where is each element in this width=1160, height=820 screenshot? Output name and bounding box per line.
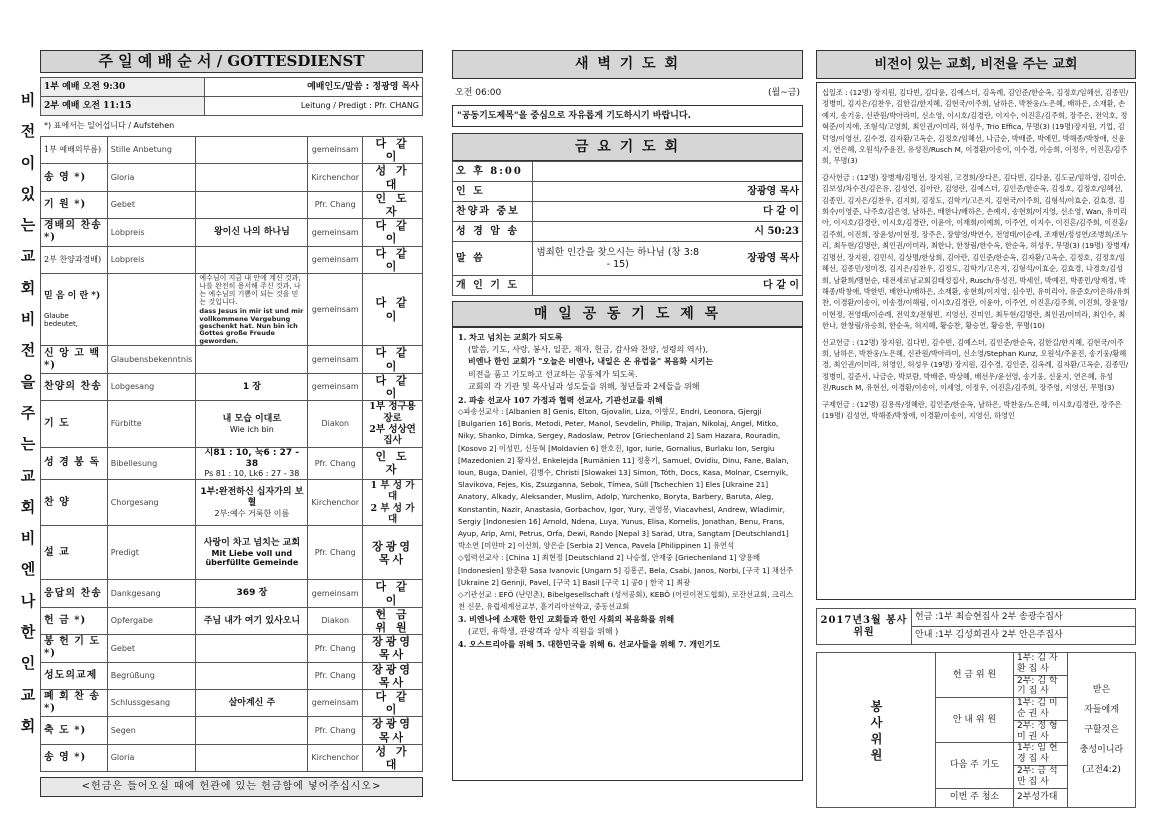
item-leader: 헌 금 위 원 [375, 607, 410, 635]
prayer-item-4: 4. 오스트리아를 위해 5. 대한민국을 위해 6. 선교사들을 위해 7. 개인기도 [458, 639, 721, 650]
item-name-ko [41, 246, 108, 273]
item-name-de [107, 346, 196, 373]
prayer-item-1a: (말씀, 기도, 사랑, 봉사, 일꾼, 재자, 헌금, 감사와 찬양, 성령의 역사), [468, 344, 709, 354]
cleaning-team: 2부성가대 [1014, 788, 1068, 807]
worship-row [41, 580, 423, 607]
banner-char: 한 [20, 623, 36, 642]
item-content-sub: Mit Liebe voll und überfüllte Gemeinde [205, 548, 299, 568]
item-content: 1부:완전하신 십자가의 보혈 [200, 487, 304, 508]
prayer-item-1d: 교회의 각 기관 및 목사님과 성도들을 위해, 청년들과 2세들을 위해 [468, 382, 700, 391]
item-leader-2: 2 부 성 가 대 [370, 502, 415, 526]
next-prayer-1: 1부: 임 현 경 집 사 [1014, 743, 1068, 766]
item-leader: 다 같 이 [375, 219, 410, 246]
item-name-text: 송 영 *) [44, 751, 87, 763]
banner-char: 교 [20, 466, 36, 485]
banner-char: 비 [20, 529, 36, 548]
item-content-cell [196, 191, 308, 218]
item-name-de [107, 689, 196, 716]
banner-char: 비 [20, 310, 36, 329]
banner-char: 는 [20, 216, 36, 235]
item-name-text: 신 앙 고 백 *) [44, 347, 101, 371]
worship-title: 주 일 예 배 순 서 / GOTTESDIENST [40, 50, 423, 73]
item-leader-cell [363, 447, 423, 479]
item-name-de-text: Gebet [110, 200, 135, 210]
item-who: Pfr. Chang [308, 635, 363, 662]
item-name-ko [41, 662, 108, 689]
item-leader: 다 같 이 [375, 580, 410, 607]
item-name-de [107, 191, 196, 218]
relief-offering-list: 구제헌금 : (12명) 김용록/정혜란, 김인준/한순옥, 남하은, 박찬웅/노은혜, 이시호/김경란, 장주은 (19명) 김성연, 박해종/박창애, 이경환/이송이, 지영신, 하영인 [822, 399, 1122, 420]
service-usher-row: 안내 :1부 김성희권사 2부 안은주집사 [912, 627, 1136, 645]
item-content-sub: Wie ich bin [229, 424, 274, 434]
item-name-de-text: Fürbitte [110, 419, 142, 429]
friday-label: 말 씀 [453, 242, 533, 276]
item-name-ko [41, 346, 108, 373]
friday-label: 오 후 8:00 [453, 162, 533, 182]
item-leader-cell [363, 273, 423, 346]
dawn-note: "공동기도제목"을 중심으로 자유롭게 기도하시기 바랍니다. [452, 105, 803, 127]
item-content-cell [196, 580, 308, 607]
prayer-column [452, 50, 803, 781]
item-leader: 다 같 이 [375, 296, 410, 323]
banner-char: 교 [20, 247, 36, 266]
item-leader-1: 1 부 성 가 대 [370, 479, 415, 503]
quote-line-3: 구할것은 [1084, 724, 1119, 735]
thanks-offering-list: 감사헌금 : (12명) 장병재/김명선, 장지원, 고경희/장다은, 김다빈, 김다윤, 김도균/임하영, 김미순, 김보성/차수진/김은유, 김성연, 김아란, 김영란, 김예스더, 김인준/한순옥, 김정호, 김정호/임혜선, 김종민, 김지은/김찬우, 김지희, 김정도, 김학기/고은지, 김현국/이주희, 김형석/이효순, 김효경, 김희수/이영준, 나주호/김은영, 남하은, 배한나/배하은, 손예지, 송현희/이지영, 신소영, Wan, 유미리아, 이시호/김경란, 이시호/김경란, 이윤아, 이재희/이예희, 이주연, 이지수, 이진흔/김주희, 이진훈/김주희, 이진희, 장윤성/이현정, 장주은, 장향영/박연수, 전영태/이순례, 조재현/정성연/조병희/조누리, 최두현/김명란, 최인권/이미라, 최한나, 한창림/한수옥, 한순옥, 허성우, 무명(3) (19명) 장병재/김명선, 장지원, 김민식, 김상명/한상희, 김아란, 김인준/한순옥, 김자환/고옥순, 김정호, 김정호/임혜선, 김종민/정미경, 김지은/김찬우, 김정도, 김학기/고은지, 김형석/이효순, 김효경, 나경호/김성희, 남환희/맹현순, 대전세로남교회김태성집사, Rusch/유성진, 박세인, 박예진, 박종민/양재경, 박해종/박창애, 박한빈, 배한나/배하은, 소재환, 송현희/이지영, 심수빈, 유미리아, 유준호/이은하/유희찬, 이경환/이송이, 이송경/이해림, 이시호/김경란, 이윤아, 이주연, 이진흔/김주희, 이진희, 장윤영/이현정, 전영태/이순례, 전익호/전형빈, 지영선, 진미인, 최두현/김명란, 최인권/이미라, 최인수, 최한나, 한창림/유승희, 한순옥, 허지혜, 황승찬, 황승연, 황승찬, 무명(10) [822, 172, 1130, 331]
item-content: 왕이신 나의 하나님 [213, 226, 290, 237]
item-who: gemeinsam [308, 346, 363, 373]
item-name-ko [41, 447, 108, 479]
item-leader-cell [363, 346, 423, 373]
item-name-ko [41, 717, 108, 744]
friday-row [453, 222, 803, 242]
prayer-body [452, 327, 803, 781]
item-content: 1 장 [242, 381, 261, 392]
item-content: 사랑이 차고 넘치는 교회 [203, 537, 301, 548]
item-content-cell [196, 526, 308, 580]
item-leader: 장광영목사 [372, 635, 413, 662]
item-content-sub: Ps 81 : 10, Lk6 : 27 - 38 [204, 469, 300, 479]
item-who: Pfr. Chang [308, 526, 363, 580]
item-name-de-text: Bibellesung [110, 458, 158, 468]
item-who: Kirchenchor [308, 164, 363, 191]
worship-row [41, 219, 423, 246]
standing-note: *) 표에서는 일어섭니다 / Aufstehen [44, 121, 175, 130]
friday-row [453, 162, 803, 182]
item-name-de [107, 137, 196, 164]
item-content-cell [196, 373, 308, 400]
item-name-ko [41, 607, 108, 634]
item-leader: 성 가 대 [375, 744, 410, 771]
worship-row [41, 479, 423, 526]
item-content-sub: 2부:예수 거룩한 이름 [214, 508, 290, 518]
prayer-item-1: 1. 차고 넘치는 교회가 되도록 [458, 332, 563, 342]
item-name-de [107, 526, 196, 580]
item-name-de-text: Predigt [110, 548, 139, 558]
item-name-ko [41, 744, 108, 771]
item-leader-cell [363, 526, 423, 580]
worship-order-column [40, 50, 423, 797]
item-leader-cell [363, 191, 423, 218]
item-who: gemeinsam [308, 689, 363, 716]
worship-row [41, 635, 423, 662]
friday-leader: 장광영 목사 [703, 242, 803, 276]
item-content: 살아계신 주 [228, 697, 276, 708]
friday-leader: 장광영 목사 [703, 182, 803, 202]
monthly-service-table [816, 608, 1136, 645]
item-name-de [107, 273, 196, 346]
banner-char: 있 [20, 184, 36, 203]
item-name-de [107, 401, 196, 448]
offering-footer-note: <헌금은 들어오실 때에 헌관에 있는 헌금함에 넣어주십시오> [40, 777, 423, 797]
item-content-cell [196, 164, 308, 191]
worship-row [41, 164, 423, 191]
prayer-title: 매 일 공 동 기 도 제 목 [452, 301, 803, 327]
service-leader-de: Leitung / Predigt : Pfr. CHANG [205, 97, 423, 116]
item-content-cell [196, 635, 308, 662]
item-leader: 다 같 이 [375, 246, 410, 273]
banner-char: 회 [20, 278, 36, 297]
next-prayer-2: 2부: 금 석 만 집 사 [1014, 765, 1068, 788]
item-content-cell [196, 689, 308, 716]
item-content-cell [196, 447, 308, 479]
item-leader-cell [363, 580, 423, 607]
item-who: gemeinsam [308, 580, 363, 607]
item-who: gemeinsam [308, 246, 363, 273]
item-name-text: 경배의 찬송 *) [44, 220, 102, 244]
item-name-text: 축 도 *) [44, 724, 87, 736]
item-name-text: 2부 찬양과경배) [44, 254, 102, 264]
friday-leader: 시 50:23 [703, 222, 803, 242]
item-name-de-text: Begrüßung [110, 670, 155, 680]
item-name-de [107, 447, 196, 479]
item-who: Pfr. Chang [308, 447, 363, 479]
usher-committee-label: 안 내 위 원 [936, 698, 1014, 743]
friday-row [453, 182, 803, 202]
dawn-title: 새 벽 기 도 회 [452, 50, 803, 79]
friday-content [533, 202, 703, 222]
item-name-ko [41, 479, 108, 526]
friday-row [453, 276, 803, 296]
offering-lists [816, 82, 1136, 600]
item-leader: 다 같 이 [375, 137, 410, 164]
banner-char: 는 [20, 435, 36, 454]
usher-committee-2: 2부: 정 형 미 권 사 [1014, 720, 1068, 743]
cleaning-label: 이번 주 청소 [936, 788, 1014, 807]
friday-label: 성 경 암 송 [453, 222, 533, 242]
item-name-de [107, 607, 196, 634]
vision-column [816, 50, 1136, 808]
faith-statement-de: dass Jesus in mir ist und mir vollkommene Vergebung geschenkt hat. Nun bin ich Gottes große Freude geworden. [199, 307, 304, 345]
item-leader-2: 2부 성상연집사 [369, 423, 416, 447]
item-content-cell [196, 662, 308, 689]
item-who: Diakon [308, 401, 363, 448]
item-name-text: 성도의교제 [44, 669, 98, 681]
friday-label: 개 인 기 도 [453, 276, 533, 296]
worship-row [41, 717, 423, 744]
item-leader-cell [363, 744, 423, 771]
item-name-ko [41, 273, 108, 346]
friday-content [533, 222, 703, 242]
item-content: 주님 내가 여기 있사오니 [203, 615, 301, 626]
item-leader: 장광영목사 [372, 539, 413, 566]
friday-table [452, 161, 803, 296]
banner-char: 회 [20, 497, 36, 516]
item-leader: 다 같 이 [375, 689, 410, 717]
worship-order-table [40, 136, 423, 772]
item-name-de-text: Gloria [110, 172, 135, 182]
item-name-de-text: Gloria [110, 753, 135, 763]
item-content-cell [196, 479, 308, 526]
item-name-ko [41, 137, 108, 164]
banner-char: 비 [20, 91, 36, 109]
item-name-de-text: Lobpreis [110, 254, 145, 264]
item-name-text: 찬양의 찬송 [44, 380, 102, 392]
item-content-cell [196, 219, 308, 246]
friday-content: 범죄한 인간을 찾으시는 하나님 (창 3:8 - 15) [533, 242, 703, 276]
dawn-days: (월~금) [768, 87, 800, 98]
dawn-time: 오전 06:00 [455, 87, 502, 98]
item-name-ko [41, 526, 108, 580]
item-name-text: 믿 음 이 란 *) [44, 290, 101, 301]
service-leader: 예배인도/말씀 : 정광영 목사 [205, 78, 423, 97]
item-who: Pfr. Chang [308, 717, 363, 744]
next-prayer-label: 다음 주 기도 [936, 743, 1014, 788]
item-name-de-text: Lobpreis [110, 227, 145, 237]
item-name-de-text: Schlussgesang [110, 698, 171, 708]
quote-source: (고전4:2) [1082, 764, 1121, 775]
item-content-cell [196, 246, 308, 273]
item-content: 내 모습 이대로 [222, 413, 282, 424]
item-name-text: 송 영 *) [44, 171, 87, 183]
worship-row [41, 662, 423, 689]
item-name-de-text: Stille Anbetung [110, 145, 172, 155]
item-leader: 인 도 자 [375, 191, 410, 218]
worship-row [41, 744, 423, 771]
item-leader: 다 같 이 [375, 346, 410, 373]
item-content: 시81 : 10, 눅6 : 27 - 38 [204, 447, 300, 469]
item-who: Kirchenchor [308, 479, 363, 526]
banner-char: 이 [20, 153, 36, 172]
friday-row [453, 202, 803, 222]
mission-offering-list: 선교헌금 : (12명) 장지원, 김다빈, 김수빈, 김예스더, 김인준/한순옥, 김한길/한지혜, 김현국/이주희, 남하은, 박찬웅/노은혜, 신관원/박아라미, 신소영/Stephan Kunz, 오원석/주윤진, 송기웅/황혜경, 최인권/이미라, 허영인, 허성우 (19명) 장지원, 김수경, 김인준, 김옥례, 김자환/고옥순, 김종민/정병미, 김준서, 나금순, 박보람, 박배준, 박상혜, 배선우/윤선영, 송기웅, 신윤지, 연은혜, 유성진/Rusch M, 유현선, 이경환/이송이, 이세영, 이정우, 이진흔/김주희, 장주영, 지영선, 무명(3) [822, 337, 1129, 393]
item-leader-cell [363, 635, 423, 662]
item-who: gemeinsam [308, 373, 363, 400]
item-name-de [107, 373, 196, 400]
item-name-de [107, 662, 196, 689]
service-month: 2017년3월 봉사위원 [817, 609, 912, 645]
worship-row [41, 246, 423, 273]
item-content-cell [196, 744, 308, 771]
offering-committee-label: 헌 금 위 원 [936, 653, 1014, 698]
service-committee-table [816, 652, 1136, 808]
item-name-ko [41, 373, 108, 400]
item-leader-cell [363, 137, 423, 164]
worship-row [41, 373, 423, 400]
prayer-item-1c: 비전을 품고 기도하고 선교하는 공동체가 되도록. [468, 369, 638, 379]
quote-line-4: 충성이니라 [1079, 744, 1124, 755]
quote-line-2: 자들에게 [1084, 704, 1119, 715]
item-name-de [107, 744, 196, 771]
committee-side-label: 봉 사 위 원 [817, 653, 936, 808]
offering-committee-1: 1부: 김 자 환 집 사 [1014, 653, 1068, 676]
item-leader-cell [363, 717, 423, 744]
service2-time: 2부 예배 오전 11:15 [41, 97, 205, 116]
item-leader-cell [363, 401, 423, 448]
item-leader-cell [363, 479, 423, 526]
item-leader-cell [363, 373, 423, 400]
banner-char: 교 [20, 685, 36, 704]
item-who: gemeinsam [308, 137, 363, 164]
friday-title: 금 요 기 도 회 [452, 133, 803, 161]
worship-row [41, 273, 423, 346]
vision-title: 비전이 있는 교회, 비전을 주는 교회 [816, 50, 1136, 79]
worship-row [41, 607, 423, 634]
item-name-de-text: Glaubensbekenntnis [110, 354, 193, 364]
item-name-de-text: Chorgesang [110, 497, 159, 507]
friday-leader [703, 162, 803, 182]
usher-committee-1: 1부: 김 미 순 권 사 [1014, 698, 1068, 721]
item-leader-cell [363, 607, 423, 634]
item-name-text: 봉 헌 기 도 *) [44, 636, 101, 660]
item-who: gemeinsam [308, 219, 363, 246]
item-leader-1: 1부 정구용장로 [369, 401, 416, 424]
item-name-text: 헌 금 *) [44, 615, 87, 627]
item-name-ko [41, 191, 108, 218]
item-leader: 장광영목사 [372, 662, 413, 689]
item-who: gemeinsam [308, 273, 363, 346]
quote-box [1068, 653, 1136, 808]
item-content-cell [196, 346, 308, 373]
item-leader-cell [363, 246, 423, 273]
prayer-item-3: 3. 비엔나에 소재한 한인 교회들과 한인 사회의 복음화를 위해 [458, 614, 675, 625]
item-name-de-sub: Glaube bedeutet, [44, 311, 78, 329]
missionaries-coop: ◇협력선교사 : [China 1] 최현정 [Deutschland 2] 나승철, 안재중 [Griechenland 1] 양용배 [Indonesien] 함춘환 Sasa Ivanovic [Ungarn 5] 김흥곤, Bela, Csabi, Janos, Norbi, [구국 1] 채선주 [Ukraine 2] Gennji, Pavel, [구국 1] Basil [구국 1] 공0 | 한국 1] 최광 [458, 553, 794, 587]
quote-line-1: 받은 [1092, 684, 1111, 695]
worship-row [41, 346, 423, 373]
item-name-text: 폐 회 찬 송 *) [44, 691, 101, 715]
missionaries-sent: ◇파송선교사 : [Albanien 8] Genis, Elton, Gjovalin, Liza, 이향모, Endri, Leonora, Gjergji [Bulgarien 16] Boris, Metodi, Peter, Manol, Sevdelin, Philip, Trajan, Nikolaj, Angel, Mitko, Niky, Shanko, Dimka, Sergey, Radoslaw, Petrov [Griechenland 2] Sam Hazara, Rouradin, [Kosovo 2] 이성민, 신동혁 [Moldavien 6] 한호진, Igor, Iurie, Gornalius, Burlaku Ion, Sergiu [Mazedonien 2] 황자선, Enkelejda [Rumänien 11] 정흥기, Samuel, Ovidiu, Dinu, Fane, Balan, Ioun, Buga, Daniel, 김병수, Christi [Slowakei 13] Simon, Tóth, Docs, Kasa, Molnar, Csernyik, Slavikova, Fejes, Kis, Zsuzganna, Sebok, Tímea, Süll [Tschechien 1] Eles [Ukraine 21] Anatory, Alkady, Aleksander, Muslim, Adolp, Yurchenko, Boryta, Barbery, Baruta, Aleg, Konstantin, Nazir, Anastasia, Gorbachov, Igor, Yury, 권영봉, Viacavhesl, Andrew, Wladimir, Sergiy [Indonesien 16] Arnold, Ndena, Luya, Yunus, Elisa, Kornelis, Jonathan, Benu, Frans, Ayup, Arip, Arni, Petrus, Orfa, Dewi, Rando [Nepal 3] Sarad, Utra, Sangtam [Deutschland1] 박소연 [미얀마 2] 이선희, 양은순 [Serbia 2] Venca, Pavela [Philippinen 1] 유연석 [458, 407, 789, 551]
prayer-item-2: 2. 파송 선교사 107 가정과 협력 선교사, 기관선교를 위해 [458, 394, 663, 405]
item-name-de [107, 479, 196, 526]
worship-row [41, 401, 423, 448]
prayer-item-1b: 비엔나 한인 교회가 "오늘은 비엔나, 내일은 온 유럽을" 복음화 시키는 [468, 357, 714, 366]
item-name-de-text: Segen [110, 725, 136, 735]
item-name-text: 찬 양 [44, 496, 70, 508]
faith-statement-ko: 예수님이 지금 내 안에 계신 것과, 나를 완전히 용서해 주신 것과, 나는 예수님의 기쁨이 되는 것을 믿는 것입니다. [199, 273, 301, 307]
item-name-de [107, 635, 196, 662]
item-who: Diakon [308, 607, 363, 634]
item-name-de [107, 219, 196, 246]
worship-row [41, 526, 423, 580]
item-content-cell [196, 717, 308, 744]
banner-char: 인 [20, 654, 36, 673]
banner-char: 주 [20, 403, 36, 422]
item-name-de [107, 164, 196, 191]
item-who: Pfr. Chang [308, 191, 363, 218]
item-name-ko [41, 219, 108, 246]
item-name-text: 1부 예배의부름) [44, 145, 102, 155]
item-leader: 인 도 자 [375, 450, 410, 477]
worship-row [41, 447, 423, 479]
item-leader-cell [363, 662, 423, 689]
item-content-cell [196, 273, 308, 346]
worship-row [41, 137, 423, 164]
item-name-ko [41, 689, 108, 716]
item-leader: 성 가 대 [375, 164, 410, 191]
item-name-text: 기 도 [44, 417, 70, 429]
item-name-de [107, 580, 196, 607]
banner-char: 나 [20, 591, 36, 610]
item-name-text: 기 원 *) [44, 198, 87, 210]
item-leader-cell [363, 689, 423, 716]
item-name-de-text: Lobgesang [110, 382, 155, 392]
service1-time: 1부 예배 오전 9:30 [41, 78, 205, 97]
item-name-text: 설 교 [44, 546, 70, 558]
item-leader-cell [363, 219, 423, 246]
item-name-de-text: Opfergabe [110, 616, 153, 626]
banner-char: 회 [20, 716, 36, 735]
item-content-cell [196, 137, 308, 164]
friday-content [533, 276, 703, 296]
service-offering-row: 헌금 :1부 최승현집사 2부 송광수집사 [912, 609, 1136, 627]
friday-label: 찬양과 중보 [453, 202, 533, 222]
banner-char: 전 [20, 122, 36, 141]
vertical-banner [18, 85, 38, 742]
friday-row [453, 242, 803, 276]
item-name-de [107, 246, 196, 273]
worship-row [41, 689, 423, 716]
item-name-de-text: Gebet [110, 643, 135, 653]
item-leader-cell [363, 164, 423, 191]
item-leader: 다 같 이 [375, 373, 410, 400]
item-content: 369 장 [236, 588, 268, 599]
item-who: Kirchenchor [308, 744, 363, 771]
item-name-ko [41, 580, 108, 607]
item-name-ko [41, 401, 108, 448]
friday-label: 인 도 [453, 182, 533, 202]
friday-leader: 다 같 이 [703, 202, 803, 222]
missionaries-org: ◇기관선교 : EFÖ (난민촌), Bibelgesellschaft (성서공회), KEBÖ (어린이전도협회), 로잔선교회, 크리스천 신문, 유럽세계선교부, 흩기리아선학교, 중동선교회 [458, 590, 793, 612]
item-who: Pfr. Chang [308, 662, 363, 689]
item-content-cell [196, 401, 308, 448]
worship-row [41, 191, 423, 218]
item-content-cell [196, 607, 308, 634]
prayer-item-3a: (교민, 유학생, 관광객과 상사 직원을 위해 ) [468, 626, 619, 636]
tithe-list: 십일조 : (12명) 장지원, 김다빈, 김다윤, 김예스더, 김옥례, 김인준/한순옥, 김정호/임혜선, 김종민/정병미, 김지은/김찬우, 김한길/한지혜, 김현국/이주희, 남하은, 박찬웅/노은혜, 배하은, 소재환, 손예지, 송기웅, 신관원/박아라미, 신소영, 이시호/김경란, 이지수, 이진흔/김주희, 장주은, 전익호, 정혁준/이지애, 조형석/고영희, 최인권/이미라, 허성우, Trio Effica, 무명(3) (19명)장지원, 기업, 김덕영/이영선, 김수경, 김자환/고옥순, 김정호/임혜선, 나금순, 박배준, 박에민, 박해종/박창애, 신윤지, 연은혜, 오원석/주윤진, 유성진/Rusch M, 이경환/이송이, 이수경, 이승희, 이정우, 이진흔/김주희, 무명(3) [822, 88, 1129, 166]
offering-committee-2: 2부: 김 학 기 집 사 [1014, 675, 1068, 698]
item-name-de-text: Dankgesang [110, 588, 161, 598]
banner-char: 을 [20, 372, 36, 391]
item-name-text: 응답의 찬송 [44, 587, 102, 599]
item-leader: 장광영목사 [372, 717, 413, 744]
banner-char: 엔 [20, 560, 36, 579]
item-name-de [107, 717, 196, 744]
friday-content [533, 162, 703, 182]
friday-leader: 다 같 이 [703, 276, 803, 296]
item-name-ko [41, 164, 108, 191]
friday-content [533, 182, 703, 202]
item-name-text: 성 경 봉 독 [44, 457, 101, 469]
item-name-ko [41, 635, 108, 662]
banner-char: 전 [20, 341, 36, 360]
